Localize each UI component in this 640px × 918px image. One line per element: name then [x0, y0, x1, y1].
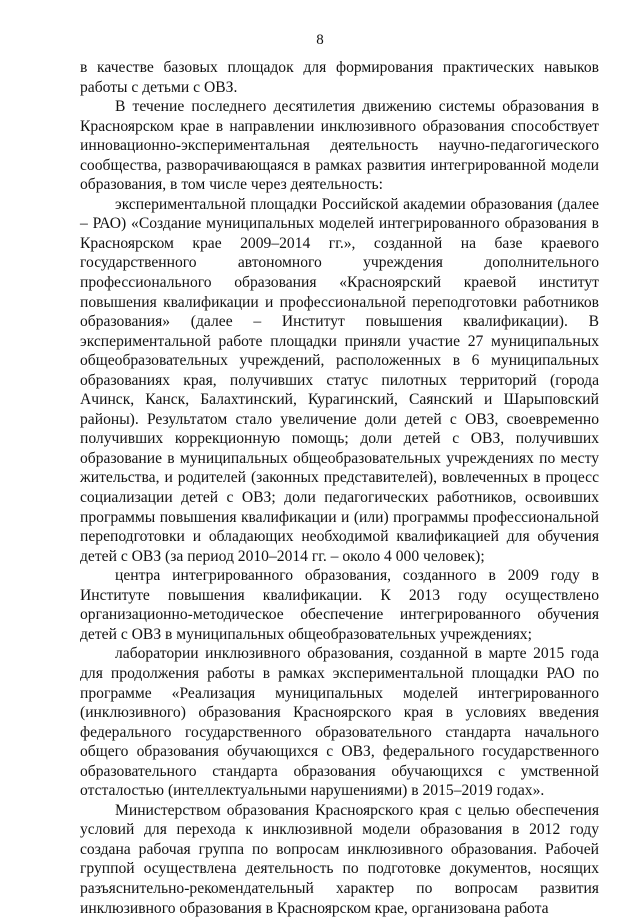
- page-number: 8: [316, 32, 324, 48]
- paragraph-ministry-working-group: Министерством образования Красноярского края с целью обеспечения условий для перехода к инклюзивной модели образования в 2012 году создана рабочая группа по вопросам инклюзивного образования. Рабочей группой осуществлена деятельность по подготовке документов, носящих разъяснительно-рекомендательный характер по вопросам развития инклюзивного образования в Красноярском крае, организована работа: [80, 801, 599, 917]
- paragraph-inclusive-education-laboratory: лаборатории инклюзивного образования, созданной в марте 2015 года для продолжения работы в рамках экспериментальной площадки РАО по программе «Реализация муниципальных моделей интегрированного (инклюзивного) образования Красноярского края в условиях введения федерального государственного образовательного стандарта начального общего образования обучающихся с ОВЗ, федерального государственного образовательного стандарта образования обучающихся с умственной отсталостью (интеллектуальными нарушениями) в 2015–2019 годах».: [80, 645, 599, 800]
- paragraph-inclusive-education-intro: В течение последнего десятилетия движению системы образования в Красноярском крае в направлении инклюзивного образования способствует инновационно-экспериментальная деятельность научно-педагогического сообщества, разворачивающаяся в рамках развития интегрированной модели образования, в том числе через деятельность:: [80, 98, 599, 194]
- document-body: [80, 58, 599, 918]
- paragraph-integrated-education-center: центра интегрированного образования, созданного в 2009 году в Институте повышения квалификации. К 2013 году осуществлено организационно-методическое обеспечение интегрированного обучения детей с ОВЗ в муниципальных общеобразовательных учреждениях;: [80, 567, 599, 643]
- paragraph-rao-experimental-site: экспериментальной площадки Российской академии образования (далее – РАО) «Создание муниципальных моделей интегрированного образования в Красноярском крае 2009–2014 гг.», созданной на базе краевого государственного автономного учреждения дополнительного профессионального образования «Красноярский краевой институт повышения квалификации и профессиональной переподготовки работников образования» (далее – Институт повышения квалификации). В экспериментальной работе площадки приняли участие 27 муниципальных общеобразовательных учреждений, расположенных в 6 муниципальных образованиях края, получивших статус пилотных территорий (города Ачинск, Канск, Балахтинский, Курагинский, Саянский и Шарыповский районы). Результатом стало увеличение доли детей с ОВЗ, своевременно получивших коррекционную помощь; доли детей с ОВЗ, получивших образование в муниципальных общеобразовательных учреждениях по месту жительства, и родителей (законных представителей), вовлеченных в процесс социализации детей с ОВЗ; доли педагогических работников, освоивших программы повышения квалификации и (или) программы профессиональной переподготовки и обладающих необходимой квалификацией для обучения детей с ОВЗ (за период 2010–2014 гг. – около 4 000 человек);: [80, 195, 599, 565]
- paragraph-continuation: в качестве базовых площадок для формирования практических навыков работы с детьми с ОВЗ.: [80, 59, 599, 96]
